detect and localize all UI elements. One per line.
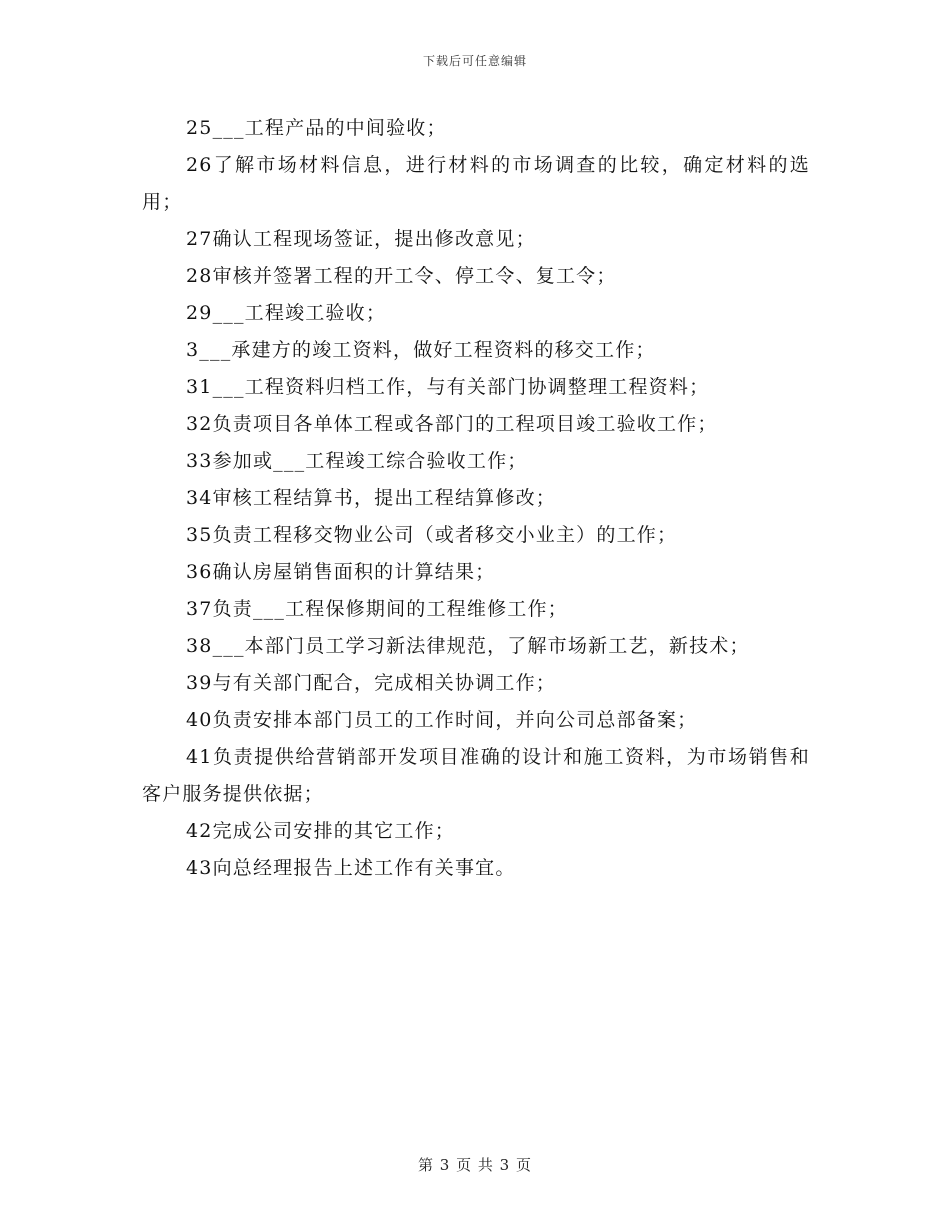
- list-item: 33参加或___工程竣工综合验收工作；: [186, 450, 528, 472]
- list-item: 27确认工程现场签证，提出修改意见；: [186, 228, 536, 250]
- list-item: 26了解市场材料信息，进行材料的市场调查的比较，确定材料的选用；: [142, 154, 810, 213]
- list-item: 43向总经理报告上述工作有关事宜。: [186, 857, 516, 879]
- list-item: 41负责提供给营销部开发项目准确的设计和施工资料，为市场销售和客户服务提供依据；: [142, 746, 810, 805]
- list-item: 36确认房屋销售面积的计算结果；: [186, 561, 496, 583]
- list-item: 34审核工程结算书，提出工程结算修改；: [186, 487, 556, 509]
- list-item: 38___本部门员工学习新法律规范，了解市场新工艺，新技术；: [186, 635, 750, 657]
- list-item: 39与有关部门配合，完成相关协调工作；: [186, 672, 556, 694]
- list-item: 37负责___工程保修期间的工程维修工作；: [186, 598, 568, 620]
- page-header: 下载后可任意编辑: [422, 54, 527, 68]
- list-item: 25___工程产品的中间验收；: [186, 117, 447, 139]
- document-body: [142, 110, 810, 887]
- list-item: 32负责项目各单体工程或各部门的工程项目竣工验收工作；: [186, 413, 718, 435]
- list-item: 42完成公司安排的其它工作；: [186, 820, 455, 842]
- list-item: 3___承建方的竣工资料，做好工程资料的移交工作；: [186, 339, 656, 361]
- page-footer: 第 3 页 共 3 页: [418, 1156, 532, 1174]
- list-item: 28审核并签署工程的开工令、停工令、复工令；: [186, 265, 617, 287]
- list-item: 31___工程资料归档工作，与有关部门协调整理工程资料；: [186, 376, 710, 398]
- list-item: 40负责安排本部门员工的工作时间，并向公司总部备案；: [186, 709, 698, 731]
- list-item: 35负责工程移交物业公司（或者移交小业主）的工作；: [186, 524, 678, 546]
- list-item: 29___工程竣工验收；: [186, 302, 387, 324]
